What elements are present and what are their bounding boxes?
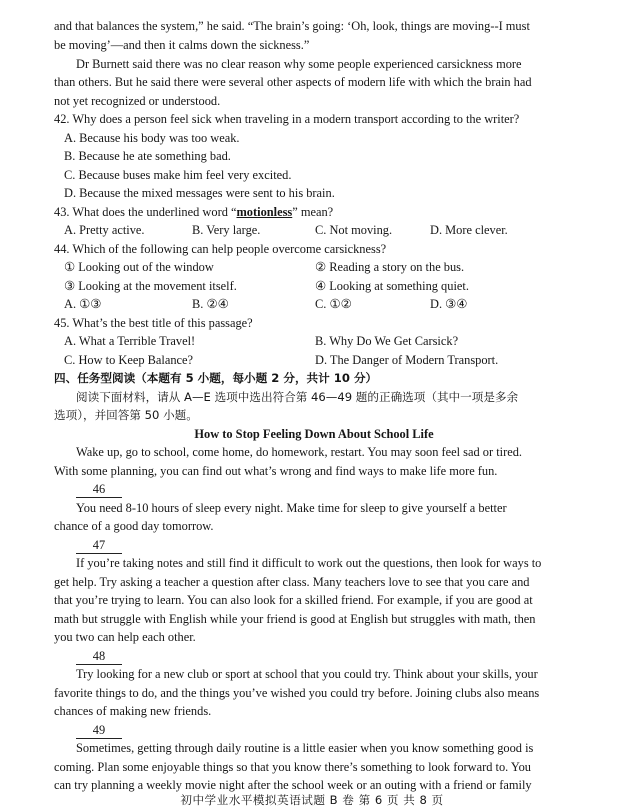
passage-line: than others. But he said there were several other aspects of modern life with which the brain had — [54, 75, 532, 89]
section-4-instruction: 阅读下面材料，请从 A—E 选项中选出符合第 46—49 题的正确选项（其中一项是多余 — [76, 390, 519, 404]
blank-46 — [76, 480, 122, 499]
q44-option-d: D. ③④ — [430, 297, 468, 311]
q43-option-a: A. Pretty active. — [64, 223, 145, 237]
question-45-stem: 45. What’s the best title of this passage? — [54, 316, 253, 330]
q44-item-3: ③ Looking at the movement itself. — [64, 279, 237, 293]
passage-line: not yet recognized or understood. — [54, 94, 221, 108]
article-line: can try planning a weekly movie night after the school week or an outing with a friend or family — [54, 778, 532, 792]
article-line: favorite things to do, and the things you’ve wished you could try before. Joining clubs also means — [54, 686, 540, 700]
q44-item-4: ④ Looking at something quiet. — [315, 279, 469, 293]
section-4-heading: 四、任务型阅读（本题有 5 小题，每小题 2 分，共计 10 分） — [54, 371, 378, 385]
article-line: coming. Plan some enjoyable things so that you know there’s something to look forward to. You — [54, 760, 531, 774]
passage-line: and that balances the system,” he said. “The brain’s going: ‘Oh, look, things are moving--I must — [54, 19, 530, 33]
section-4-instruction: 选项），并回答第 50 小题。 — [54, 408, 198, 422]
article-line: Wake up, go to school, come home, do homework, restart. You may soon feel sad or tired. — [76, 445, 523, 459]
article-line: If you’re taking notes and still find it difficult to work out the questions, then look for ways to — [76, 556, 542, 570]
q42-option-b: B. Because he ate something bad. — [64, 149, 231, 163]
q42-option-c: C. Because buses make him feel very excited. — [64, 168, 292, 182]
q44-option-b: B. ②④ — [192, 297, 229, 311]
question-44-stem: 44. Which of the following can help people overcome carsickness? — [54, 242, 387, 256]
article-line: With some planning, you can find out what’s wrong and find ways to make life more fun. — [54, 464, 498, 478]
blank-46-number: 46 — [76, 482, 122, 498]
page-footer: 初中学业水平模拟英语试题 B 卷 第 6 页 共 8 页 — [180, 793, 444, 807]
q43-option-d: D. More clever. — [430, 223, 508, 237]
article-title: How to Stop Feeling Down About School Life — [194, 427, 434, 441]
q43-stem-after: ” mean? — [292, 205, 334, 219]
article-line: chances of making new friends. — [54, 704, 212, 718]
blank-49-number: 49 — [76, 723, 122, 739]
q43-underlined-word: motionless — [236, 205, 293, 219]
q45-option-a: A. What a Terrible Travel! — [64, 334, 196, 348]
blank-47-number: 47 — [76, 538, 122, 554]
q45-option-b: B. Why Do We Get Carsick? — [315, 334, 459, 348]
q44-option-c: C. ①② — [315, 297, 352, 311]
article-line: you two can help each other. — [54, 630, 196, 644]
article-line: chance of a good day tomorrow. — [54, 519, 214, 533]
q44-item-2: ② Reading a story on the bus. — [315, 260, 465, 274]
question-43-stem — [54, 203, 574, 222]
passage-line: Dr Burnett said there was no clear reason why some people experienced carsickness more — [76, 57, 522, 71]
q44-item-1: ① Looking out of the window — [64, 260, 214, 274]
q43-stem-before: 43. What does the underlined word “ — [54, 205, 237, 219]
q43-option-b: B. Very large. — [192, 223, 261, 237]
blank-48-number: 48 — [76, 649, 122, 665]
blank-47 — [76, 536, 122, 555]
q43-option-c: C. Not moving. — [315, 223, 393, 237]
question-42-stem: 42. Why does a person feel sick when traveling in a modern transport according to the writer? — [54, 112, 520, 126]
article-line: get help. Try asking a teacher a question after class. Many teachers love to see that you care and — [54, 575, 530, 589]
article-line: You need 8-10 hours of sleep every night. Make time for sleep to give yourself a better — [76, 501, 507, 515]
q45-option-c: C. How to Keep Balance? — [64, 353, 194, 367]
q44-option-a: A. ①③ — [64, 297, 102, 311]
q42-option-d: D. Because the mixed messages were sent to his brain. — [64, 186, 335, 200]
blank-49 — [76, 721, 122, 740]
article-line: math but struggle with English while your friend is good at English but struggles with math, then — [54, 612, 536, 626]
q42-option-a: A. Because his body was too weak. — [64, 131, 240, 145]
blank-48 — [76, 647, 122, 666]
article-line: Sometimes, getting through daily routine is a little easier when you know something good is — [76, 741, 534, 755]
article-line: Try looking for a new club or sport at school that you could try. Think about your skills, your — [76, 667, 538, 681]
passage-line: be moving’—and then it calms down the sickness.” — [54, 38, 310, 52]
article-line: that you’re trying to learn. You can also look for a skilled friend. For example, if you are good at — [54, 593, 533, 607]
q45-option-d: D. The Danger of Modern Transport. — [315, 353, 499, 367]
